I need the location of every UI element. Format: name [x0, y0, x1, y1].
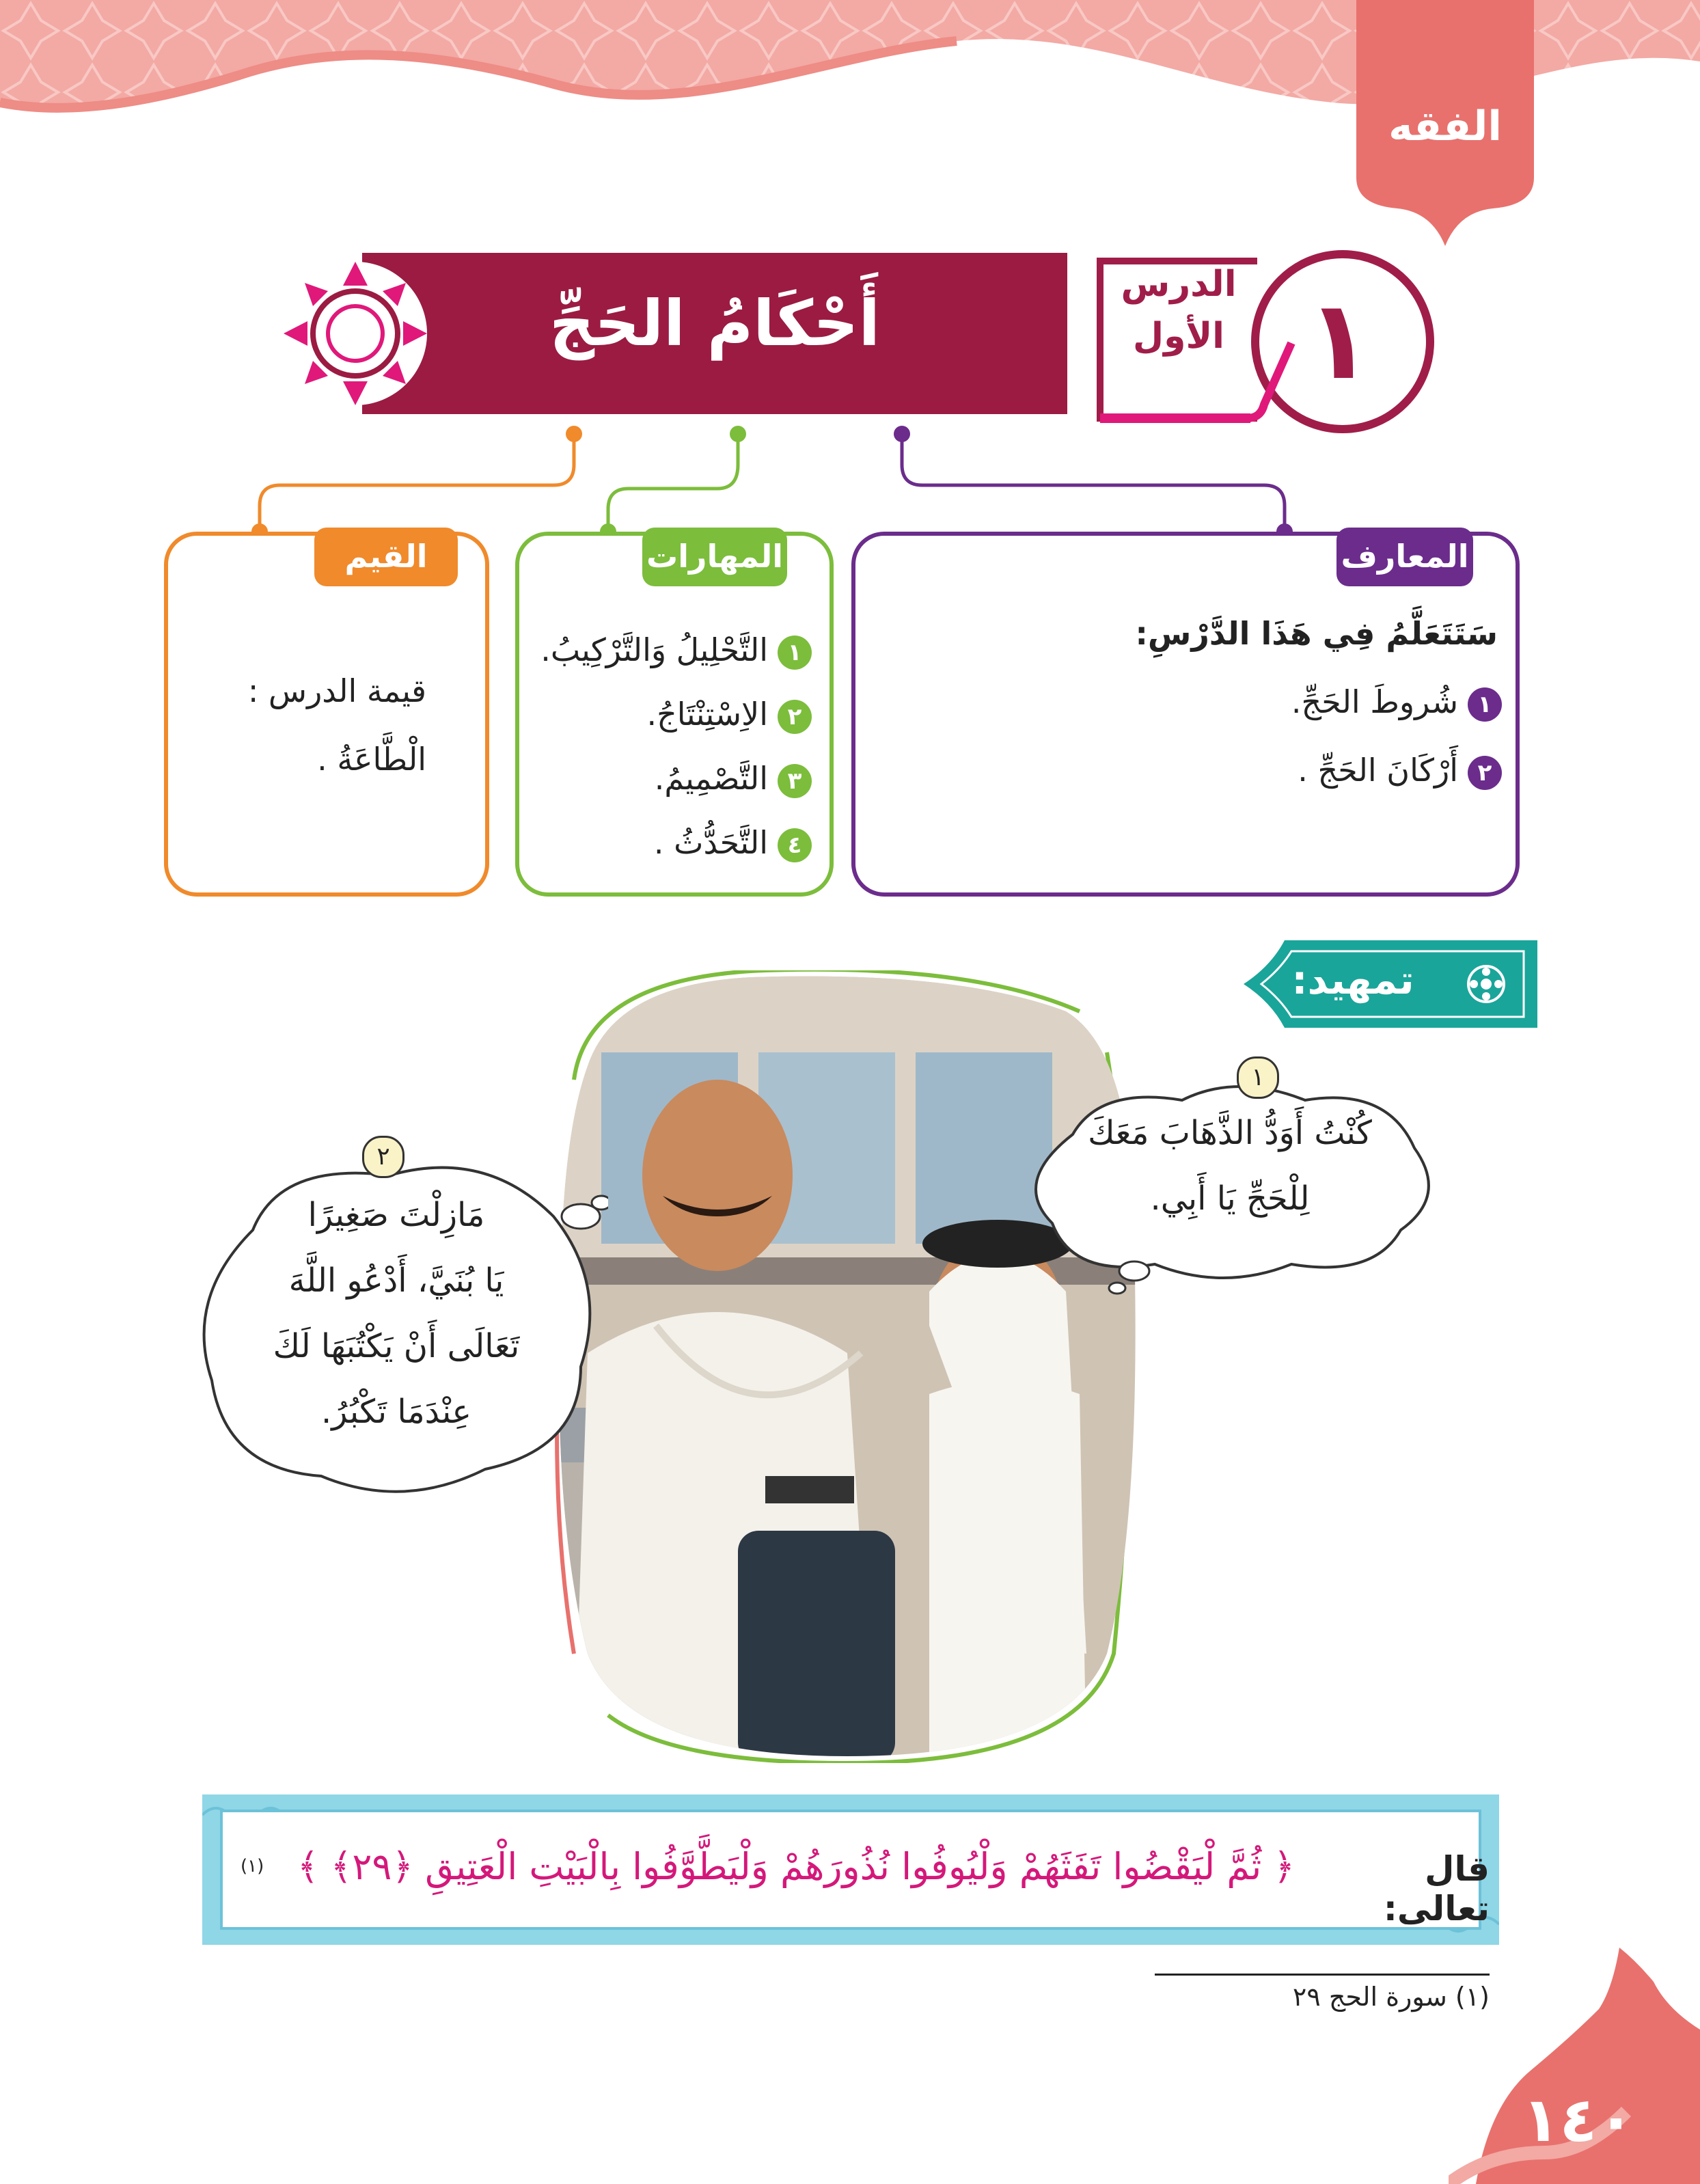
speech-text-father [219, 1182, 574, 1445]
skills-item [646, 696, 812, 734]
speech-line: تَعَالَى أَنْ يَكْتُبَهَا لَكَ [273, 1327, 520, 1365]
bubble-number-badge: ٢ [362, 1136, 405, 1178]
verse-footnote-ref: (١) [241, 1856, 264, 1876]
item-number: ١ [778, 636, 812, 670]
speech-text-son [1039, 1100, 1421, 1231]
lesson-tag-line2: الأول [1133, 316, 1224, 357]
skills-item [654, 824, 812, 862]
item-number: ٤ [778, 828, 812, 862]
lesson-tag-line1: الدرس [1121, 264, 1237, 305]
speech-line: يَا بُنَيَّ، أَدْعُو اللَّهَ [288, 1261, 504, 1300]
item-text: الاِسْتِنْتَاجُ. [646, 696, 768, 733]
item-text: التَّصْمِيمُ. [654, 760, 768, 797]
lesson-title: أَحْكَامُ الحَجِّ [549, 287, 881, 360]
rosette-ornament-icon [280, 253, 430, 414]
item-text: التَّحْلِيلُ وَالتَّرْكِيبُ. [540, 631, 768, 668]
speech-line: كُنْتُ أَوَدُّ الذَّهَابَ مَعَكَ [1088, 1114, 1372, 1152]
item-text: أَرْكَانَ الحَجِّ . [1298, 752, 1458, 789]
knowledge-label: المعارف [1336, 528, 1473, 586]
verse-label: قال تعالى: [1383, 1849, 1490, 1928]
connector-lines [246, 424, 1312, 540]
footnote: (١) سورة الحج ٢٩ [1292, 1982, 1490, 2012]
bubble-number-badge: ١ [1237, 1056, 1279, 1099]
values-line: الْطَّاعَةُ . [317, 741, 426, 778]
lesson-number: ١ [1306, 276, 1373, 404]
item-text: شُروطَ الحَجِّ. [1291, 683, 1458, 720]
intro-label: تمهيد: [1291, 957, 1414, 1003]
lesson-tag [1093, 258, 1264, 362]
page-number: ١٤٠ [1522, 2084, 1635, 2156]
knowledge-item [1298, 752, 1502, 790]
values-label: القيم [314, 528, 458, 586]
speech-line: عِنْدَمَا تَكْبُرُ. [320, 1393, 471, 1431]
knowledge-intro: سَتَتَعَلَّمُ فِي هَذَا الدَّرْسِ: [1135, 615, 1498, 652]
item-number: ٢ [1468, 756, 1502, 790]
item-text: التَّحَدُّثُ . [653, 824, 768, 861]
skills-label: المهارات [642, 528, 787, 586]
item-number: ١ [1468, 687, 1502, 722]
item-number: ٢ [778, 700, 812, 734]
speech-line: مَازِلْتَ صَغِيرًا [307, 1196, 485, 1234]
values-line: قيمة الدرس : [247, 672, 426, 709]
footnote-divider [1155, 1974, 1490, 1976]
skills-item [540, 631, 812, 670]
quran-verse: ﴿ ثُمَّ لْيَقْضُوا تَفَثَهُمْ وَلْيُوفُوا نُذُورَهُمْ وَلْيَطَّوَّفُوا بِالْبَيْتِ الْعَتِيقِ ﴿٢٩﴾ ﴾ [297, 1845, 1295, 1888]
skills-item [655, 760, 812, 798]
speech-line: لِلْحَجِّ يَا أَبِي. [1150, 1179, 1310, 1218]
knowledge-item [1291, 683, 1502, 722]
values-box [164, 532, 489, 897]
subject-label: الفقه [1388, 103, 1502, 150]
item-number: ٣ [778, 764, 812, 798]
